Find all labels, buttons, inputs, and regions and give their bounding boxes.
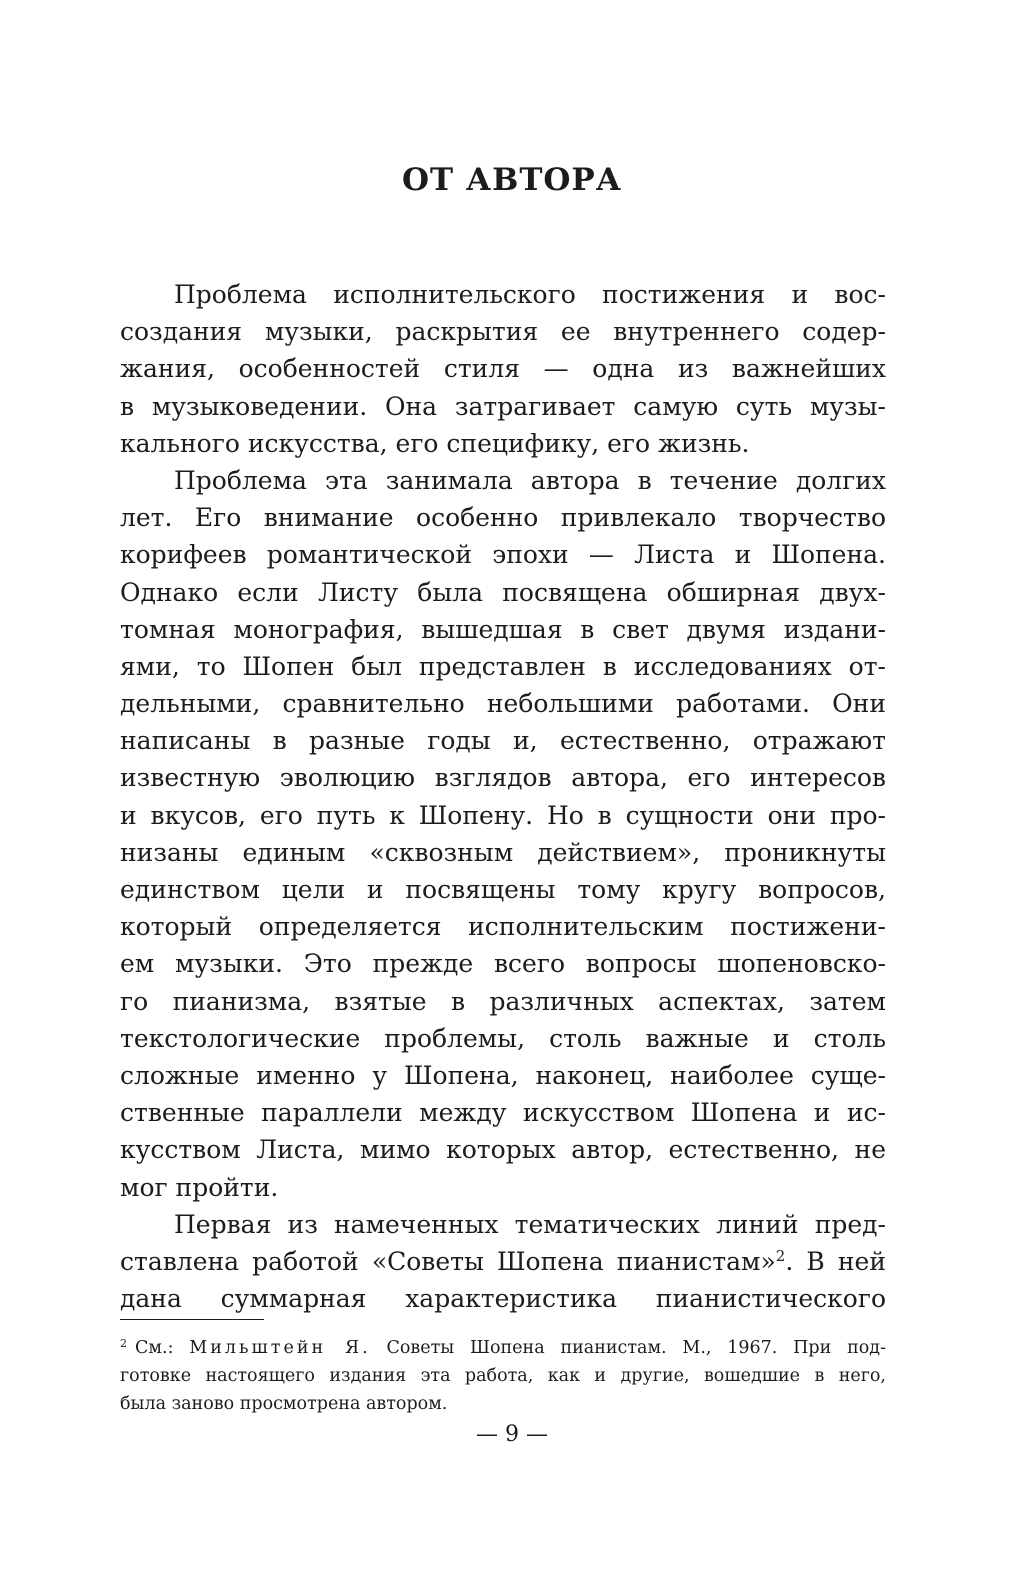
- text-line: ями, то Шопен был представлен в исследованиях от-: [120, 651, 886, 681]
- text-line: который определяется исполнительским постижени-: [120, 912, 886, 942]
- text-line: сложные именно у Шопена, наконец, наиболее суще-: [120, 1060, 886, 1090]
- footnote-author: Мильштейн Я.: [189, 1338, 371, 1358]
- text-line: мог пройти.: [120, 1172, 279, 1202]
- footnote-reference: 2: [775, 1246, 786, 1265]
- text-line: лет. Его внимание особенно привлекало творчество: [120, 503, 886, 533]
- page-number: — 9 —: [476, 1422, 548, 1447]
- text-line: дельными, сравнительно небольшими работами. Они: [120, 689, 886, 719]
- text-line: корифеев романтической эпохи — Листа и Шопена.: [120, 540, 886, 570]
- text-segment: ставлена работой «Советы Шопена пианистам»: [120, 1246, 776, 1276]
- text-line: известную эволюцию взглядов автора, его интересов: [120, 763, 886, 793]
- footnote-divider: [120, 1319, 264, 1320]
- text-line: и вкусов, его путь к Шопену. Но в сущности они про-: [120, 800, 886, 830]
- text-line: низаны единым «сквозным действием», проникнуты: [120, 837, 886, 867]
- text-line: кального искусства, его специфику, его жизнь.: [120, 428, 750, 458]
- body-text: [120, 276, 886, 1317]
- footnote: [120, 1334, 886, 1418]
- text-line: написаны в разные годы и, естественно, отражают: [120, 726, 886, 756]
- footnote-line: готовке настоящего издания эта работа, как и другие, вошедшие в него,: [120, 1366, 886, 1386]
- footnote-prefix: См.:: [135, 1338, 174, 1358]
- text-line: в музыковедении. Она затрагивает самую суть музы-: [120, 391, 886, 421]
- text-line: Проблема исполнительского постижения и вос-: [174, 280, 886, 309]
- text-line: жания, особенностей стиля — одна из важнейших: [120, 354, 886, 384]
- text-line: Проблема эта занимала автора в течение долгих: [174, 465, 886, 495]
- page-title: ОТ АВТОРА: [402, 162, 622, 198]
- text-line: кусством Листа, мимо которых автор, естественно, не: [120, 1135, 886, 1165]
- text-line: создания музыки, раскрытия ее внутреннего содер-: [120, 317, 886, 347]
- text-line: Однако если Листу была посвящена обширная двух-: [120, 577, 886, 607]
- text-line: Первая из намеченных тематических линий пред-: [174, 1209, 886, 1239]
- text-line: текстологические проблемы, столь важные и столь: [120, 1023, 886, 1053]
- text-line: ем музыки. Это прежде всего вопросы шопеновско-: [120, 949, 886, 979]
- footnote-mark: 2: [120, 1337, 127, 1350]
- footnote-line: была заново просмотрена автором.: [120, 1394, 448, 1414]
- footnote-line: [120, 1334, 886, 1362]
- footnote-citation: Советы Шопена пианистам. М., 1967. При под-: [386, 1338, 886, 1358]
- text-line: ственные параллели между искусством Шопена и ис-: [120, 1098, 886, 1128]
- text-line: томная монография, вышедшая в свет двумя издани-: [120, 614, 886, 644]
- text-line-with-footnote-ref: [120, 1243, 886, 1280]
- text-line: единством цели и посвящены тому кругу вопросов,: [120, 875, 886, 904]
- text-line: го пианизма, взятые в различных аспектах, затем: [120, 986, 886, 1016]
- text-line: дана суммарная характеристика пианистического: [120, 1284, 886, 1314]
- text-segment: . В ней: [785, 1246, 886, 1276]
